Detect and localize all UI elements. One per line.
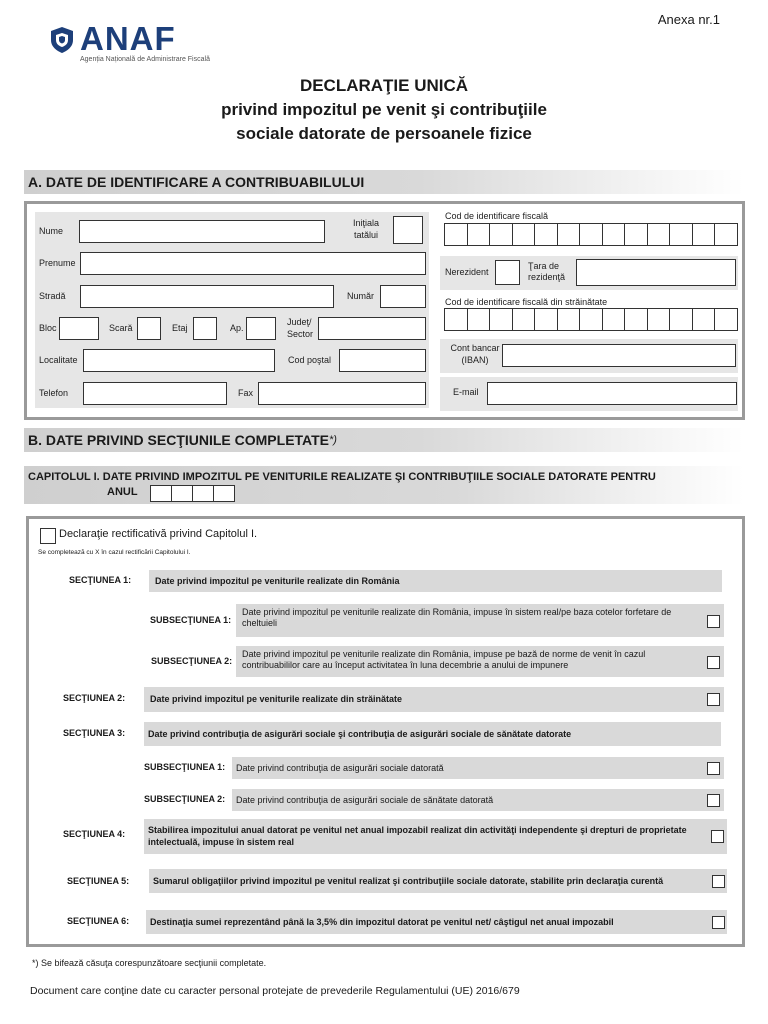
label-etaj: Etaj: [172, 323, 188, 333]
etaj-input[interactable]: [193, 317, 217, 340]
year-digit-boxes[interactable]: [150, 485, 234, 502]
label-cod-postal: Cod poştal: [288, 355, 332, 365]
cif-strainatate-digit-cell[interactable]: [647, 308, 671, 331]
label-cont-bancar: Cont bancar (IBAN): [450, 343, 500, 365]
cif-strainatate-digit-cell[interactable]: [669, 308, 693, 331]
cif-digit-cell[interactable]: [512, 223, 536, 246]
title-line-3: sociale datorate de persoanele fizice: [236, 124, 532, 143]
label-nerezident: Nerezident: [445, 267, 489, 277]
label-strada: Stradă: [39, 291, 66, 301]
chapter-bar: [24, 466, 744, 504]
cif-strainatate-digit-boxes[interactable]: [444, 308, 737, 331]
nerezident-checkbox[interactable]: [495, 260, 520, 285]
year-digit-cell[interactable]: [213, 485, 235, 502]
numar-input[interactable]: [380, 285, 426, 308]
cif-strainatate-digit-cell[interactable]: [602, 308, 626, 331]
cif-digit-boxes[interactable]: [444, 223, 737, 246]
chapter-title: CAPITOLUL I. DATE PRIVIND IMPOZITUL PE VENITURILE REALIZATE ŞI CONTRIBUŢIILE SOCIALE DATORATE PENTRU: [28, 471, 656, 483]
label-email: E-mail: [453, 387, 479, 397]
prenume-input[interactable]: [80, 252, 426, 275]
section-a-heading: A. DATE DE IDENTIFICARE A CONTRIBUABILULUI: [24, 170, 744, 194]
s1-sub1-checkbox[interactable]: [707, 615, 720, 628]
s3-text: Date privind contribuţia de asigurări sociale şi contribuţia de asigurări sociale de sănătate datorate: [148, 729, 572, 739]
telefon-input[interactable]: [83, 382, 227, 405]
s4-text: Stabilirea impozitului anual datorat pe venitul net anual impozabil realizat din activităţi independente şi drepturi de proprietate intelectuală, impuse în sistem real: [148, 825, 687, 847]
footnote-mark: *): [329, 434, 337, 446]
cif-digit-cell[interactable]: [714, 223, 738, 246]
section-a-box: [24, 201, 745, 420]
s1-sub2-checkbox[interactable]: [707, 656, 720, 669]
section-b-heading-text: B. DATE PRIVIND SECŢIUNILE COMPLETATE: [28, 432, 330, 448]
annex-label: Anexa nr.1: [657, 12, 720, 27]
s5-text: Sumarul obligaţiilor privind impozitul pe venitul realizat şi contribuţiile sociale datorate, stabilite prin declaraţia curentă: [153, 876, 664, 886]
rectificativa-label: Declaraţie rectificativă privind Capitolul I.: [59, 528, 258, 540]
cif-strainatate-digit-cell[interactable]: [557, 308, 581, 331]
s1-sub1-label: SUBSECŢIUNEA 1:: [150, 615, 232, 625]
label-cif: Cod de identificare fiscală: [445, 211, 549, 221]
s1-label: SECŢIUNEA 1:: [69, 575, 132, 585]
s3-sub2-checkbox[interactable]: [707, 794, 720, 807]
s5-checkbox[interactable]: [712, 875, 725, 888]
s5-row: [149, 869, 727, 893]
cif-strainatate-digit-cell[interactable]: [714, 308, 738, 331]
title-line-2: privind impozitul pe venit şi contribuţiile: [221, 100, 547, 119]
year-digit-cell[interactable]: [150, 485, 172, 502]
s3-sub1-text: Date privind contribuţia de asigurări sociale datorată: [236, 763, 444, 773]
s6-label: SECŢIUNEA 6:: [67, 916, 130, 926]
cif-digit-cell[interactable]: [557, 223, 581, 246]
s4-label: SECŢIUNEA 4:: [63, 829, 126, 839]
s1-sub2-label: SUBSECŢIUNEA 2:: [151, 656, 233, 666]
chapter-box: [26, 516, 745, 947]
s1-sub2-row: [236, 646, 724, 677]
s1-row: [149, 570, 722, 592]
tara-input[interactable]: [576, 259, 736, 286]
judet-input[interactable]: [318, 317, 426, 340]
ap-input[interactable]: [246, 317, 276, 340]
logo-text: ANAF: [80, 20, 176, 57]
label-ap: Ap.: [230, 323, 244, 333]
rectificativa-note: Se completează cu X în cazul rectificării Capitolului I.: [38, 549, 191, 556]
cod-postal-input[interactable]: [339, 349, 426, 372]
s2-checkbox[interactable]: [707, 693, 720, 706]
year-digit-cell[interactable]: [192, 485, 214, 502]
cif-strainatate-digit-cell[interactable]: [692, 308, 716, 331]
iban-input[interactable]: [502, 344, 736, 367]
s1-text: Date privind impozitul pe veniturile realizate din România: [155, 576, 400, 586]
label-tara: Ţara de rezidenţă: [528, 261, 566, 282]
cif-digit-cell[interactable]: [467, 223, 491, 246]
bloc-input[interactable]: [59, 317, 99, 340]
cif-digit-cell[interactable]: [624, 223, 648, 246]
label-bloc: Bloc: [39, 323, 57, 333]
cif-digit-cell[interactable]: [692, 223, 716, 246]
cif-digit-cell[interactable]: [579, 223, 603, 246]
label-numar: Număr: [347, 291, 375, 301]
s6-row: [146, 910, 727, 934]
s1-sub1-row: [236, 604, 724, 637]
s1-sub2-text: Date privind impozitul pe veniturile realizate din România, impuse pe bază de norme de venit în cazul contribuabililor care au început activitatea în luna decembrie a anului de impunere: [242, 649, 646, 670]
s6-text: Destinaţia sumei reprezentând până la 3,5% din impozitul datorat pe venitul net/ câştigul net anual impozabil: [150, 917, 614, 927]
cif-strainatate-digit-cell[interactable]: [467, 308, 491, 331]
cif-digit-cell[interactable]: [669, 223, 693, 246]
cif-strainatate-digit-cell[interactable]: [624, 308, 648, 331]
anaf-logo: [50, 20, 250, 70]
cif-strainatate-digit-cell[interactable]: [444, 308, 468, 331]
year-digit-cell[interactable]: [171, 485, 193, 502]
cif-strainatate-digit-cell[interactable]: [489, 308, 513, 331]
s3-sub1-row: [232, 757, 724, 779]
s3-row: [144, 722, 721, 746]
logo-subtitle: Agenția Națională de Administrare Fiscală: [80, 56, 210, 63]
s4-checkbox[interactable]: [711, 830, 724, 843]
s3-label: SECŢIUNEA 3:: [63, 728, 126, 738]
s2-label: SECŢIUNEA 2:: [63, 693, 126, 703]
cif-strainatate-digit-cell[interactable]: [534, 308, 558, 331]
label-initiala: Iniţiala tatălui: [352, 218, 379, 240]
cif-strainatate-digit-cell[interactable]: [579, 308, 603, 331]
rectificativa-checkbox[interactable]: [40, 528, 56, 544]
s4-row: [144, 819, 727, 854]
cif-digit-cell[interactable]: [602, 223, 626, 246]
label-fax: Fax: [238, 388, 254, 398]
title-line-1: DECLARAŢIE UNICĂ: [299, 76, 469, 95]
initiala-input[interactable]: [393, 216, 423, 244]
label-nume: Nume: [39, 226, 64, 236]
footnote: *) Se bifează căsuţa corespunzătoare secţiunii completate.: [32, 958, 267, 968]
label-cif-strainatate: Cod de identificare fiscală din străinătate: [445, 297, 608, 307]
gdpr-notice: Document care conţine date cu caracter personal protejate de prevederile Regulamentului (UE) 2016/679: [30, 985, 520, 997]
s2-row: [144, 687, 724, 712]
s3-sub1-checkbox[interactable]: [707, 762, 720, 775]
cif-digit-cell[interactable]: [444, 223, 468, 246]
label-localitate: Localitate: [39, 355, 78, 365]
localitate-input[interactable]: [83, 349, 275, 372]
fax-input[interactable]: [258, 382, 426, 405]
strada-input[interactable]: [80, 285, 334, 308]
label-scara: Scară: [109, 323, 133, 333]
s3-sub2-row: [232, 789, 724, 811]
scara-input[interactable]: [137, 317, 161, 340]
cif-digit-cell[interactable]: [489, 223, 513, 246]
section-b-heading: [24, 428, 744, 452]
document-title: [0, 74, 768, 146]
s3-sub1-label: SUBSECŢIUNEA 1:: [144, 762, 226, 772]
chapter-year-label: ANUL: [107, 486, 138, 498]
shield-icon: [50, 26, 74, 54]
cif-strainatate-digit-cell[interactable]: [512, 308, 536, 331]
cif-digit-cell[interactable]: [534, 223, 558, 246]
cif-digit-cell[interactable]: [647, 223, 671, 246]
s3-sub2-text: Date privind contribuţia de asigurări sociale de sănătate datorată: [236, 795, 494, 805]
label-telefon: Telefon: [39, 388, 69, 398]
s1-sub1-text: Date privind impozitul pe veniturile realizate din România, impuse în sistem real/pe baza cotelor forfetare de cheltuieli: [242, 607, 672, 628]
s6-checkbox[interactable]: [712, 916, 725, 929]
email-input[interactable]: [487, 382, 737, 405]
s2-text: Date privind impozitul pe veniturile realizate din străinătate: [150, 694, 403, 704]
s3-sub2-label: SUBSECŢIUNEA 2:: [144, 794, 226, 804]
label-judet: Judeţ/ Sector: [287, 317, 314, 339]
nume-input[interactable]: [79, 220, 325, 243]
label-prenume: Prenume: [39, 258, 76, 268]
s5-label: SECŢIUNEA 5:: [67, 876, 130, 886]
